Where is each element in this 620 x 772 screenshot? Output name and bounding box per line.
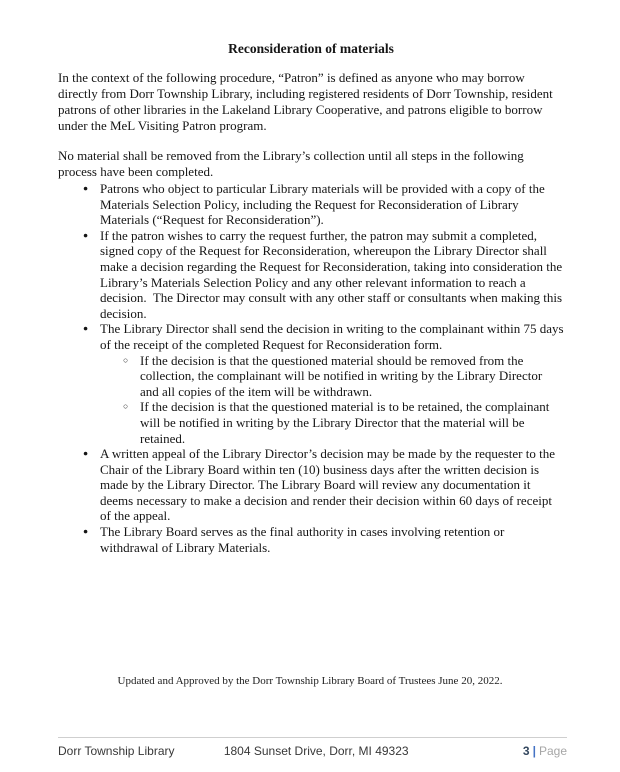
approval-note: Updated and Approved by the Dorr Township Library Board of Trustees June 20, 2022. (117, 675, 503, 687)
bullet-icon: ● (83, 448, 89, 459)
list-item (58, 446, 564, 524)
page-label: Page (538, 744, 567, 758)
footer-page-indicator (523, 744, 567, 758)
bullet-icon: ● (83, 526, 89, 537)
circle-bullet-icon: ○ (123, 354, 129, 365)
page-footer (58, 737, 567, 762)
process-paragraph: No material shall be removed from the Library’s collection until all steps in the following process have been completed. (58, 148, 527, 179)
footer-address: 1804 Sunset Drive, Dorr, MI 49323 (223, 744, 409, 758)
list-item (58, 524, 564, 555)
intro-paragraph: In the context of the following procedure, “Patron” is defined as anyone who may borrow directly from Dorr Township Library, including registered residents of Dorr Township, resident patrons of other libraries in the Lakeland Library Cooperative, and patrons eligible to borrow under the MeL Visiting Patron program. (58, 70, 556, 133)
page-title: Reconsideration of materials (228, 41, 394, 56)
sub-list-item (58, 353, 564, 400)
sub-list-item (58, 399, 564, 446)
bullet-icon: ● (83, 229, 89, 240)
footer-row (58, 738, 567, 762)
list-item (58, 181, 564, 228)
footer-library-name: Dorr Township Library (58, 744, 175, 758)
list-item-text: A written appeal of the Library Director’s decision may be made by the requester to the Chair of the Library Board within ten (10) business days after the written decision is made by the Library Director. The Library Board will review any documentation it deems necessary to make a decision and render their decision within 60 days of receipt of the appeal. (100, 446, 559, 524)
list-item (58, 228, 564, 322)
list-item-text: The Library Board serves as the final authority in cases involving retention or withdrawal of Library Materials. (100, 524, 508, 555)
bullet-icon: ● (83, 183, 89, 193)
list-item (58, 321, 567, 352)
list-item-text: Patrons who object to particular Library materials will be provided with a copy of the Materials Selection Policy, including the Request for Reconsideration of Library Materials (“Request for Reconsideration”). (100, 181, 549, 228)
procedure-list (58, 181, 567, 555)
sub-list-item-text: If the decision is that the questioned material should be removed from the collection, the complainant will be notified in writing by the Library Director and all copies of the item will be withdrawn. (140, 352, 546, 399)
circle-bullet-icon: ○ (123, 401, 129, 412)
list-item-text: The Library Director shall send the decision in writing to the complainant within 75 days of the receipt of the completed Request for Reconsideration form. (100, 321, 567, 352)
list-item-text: If the patron wishes to carry the request further, the patron may submit a completed, signed copy of the Request for Reconsideration, whereupon the Library Director shall make a decision regarding the Request for Reconsideration, taking into consideration the Library’s Materials Selection Policy and any other relevant information to reach a decision. The Director may consult with any other staff or consultants when making this decision. (100, 227, 566, 321)
page-number-separator: | (532, 744, 536, 758)
sub-list-item-text: If the decision is that the questioned material is to be retained, the complainant will be notified in writing by the Library Director that the material will be retained. (140, 399, 553, 446)
page-number: 3 (522, 744, 530, 758)
bullet-icon: ● (83, 323, 89, 334)
